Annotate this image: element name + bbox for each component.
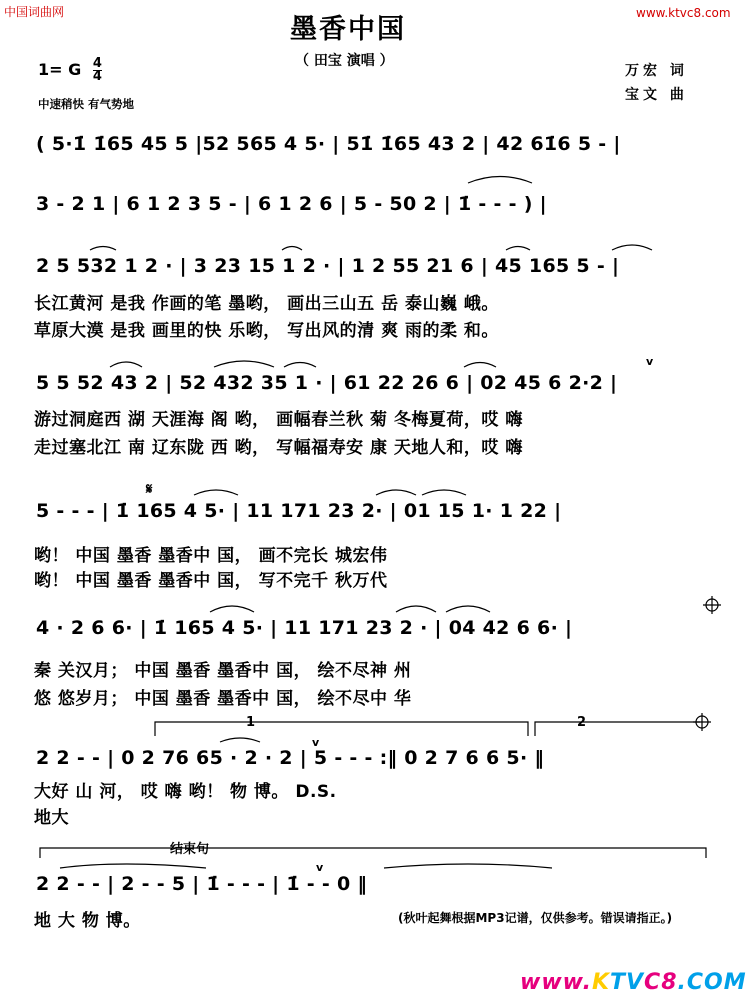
slur-mark bbox=[422, 490, 466, 495]
score-row-intro-2: 3 - 2 1 | 6 1 2 3 5 - | 6 1 2 6 | 5 - 50 2 | 1̇ - - - ) | bbox=[36, 193, 547, 215]
score-row-chorus-1: 5 - - - | 1̇ 165 4 5· | 11 171 23 2· | 01 15 1· 1 22 | bbox=[36, 500, 562, 522]
slur-mark bbox=[194, 490, 238, 495]
site-url-right: www.ktvc8.com bbox=[636, 6, 731, 20]
watermark-part-5: .COM bbox=[677, 970, 747, 995]
key-label: 1= G bbox=[38, 60, 82, 79]
slur-mark bbox=[612, 245, 652, 250]
slur-mark bbox=[446, 606, 490, 612]
ending-label: 结束句 bbox=[170, 842, 210, 857]
lyric-verse2-line2: 走过塞北江 南 辽东陇 西 哟， 写幅福寿安 康 天地人和，哎 嗨 bbox=[34, 438, 523, 458]
volta-1-bracket bbox=[155, 722, 528, 736]
slur-mark bbox=[464, 363, 496, 368]
lyric-verse2-line4: 悠 悠岁月； 中国 墨香 墨香中 国， 绘不尽中 华 bbox=[34, 689, 412, 709]
lyric-line-endings-1: 大好 山 河， 哎 嗨 哟！ 物 博。 D.S. bbox=[34, 782, 337, 802]
time-bottom: 4 bbox=[92, 69, 102, 84]
slur-mark bbox=[210, 606, 254, 612]
slur-mark bbox=[506, 247, 530, 251]
slur-mark bbox=[90, 247, 116, 251]
slur-mark bbox=[396, 606, 436, 612]
lyric-verse1-line3: 哟！ 中国 墨香 墨香中 国， 画不完长 城宏伟 bbox=[34, 546, 388, 566]
volta-2-bracket bbox=[535, 722, 700, 736]
slur-mark bbox=[110, 362, 142, 367]
performer: （ 田宝 演唱 ） bbox=[295, 53, 394, 69]
lyric-verse1-line1: 长江黄河 是我 作画的笔 墨哟， 画出三山五 岳 泰山巍 峨。 bbox=[34, 294, 499, 314]
tie-mark bbox=[468, 177, 532, 184]
slur-mark bbox=[376, 490, 416, 495]
watermark-part-3: TV bbox=[610, 970, 645, 995]
lyric-verse1-line2: 游过洞庭西 湖 天涯海 阁 哟， 画幅春兰秋 菊 冬梅夏荷，哎 嗨 bbox=[34, 410, 523, 430]
tie-mark bbox=[384, 864, 552, 868]
song-title: 墨香中国 bbox=[290, 14, 406, 45]
segno-sign-icon: 𝄋 bbox=[146, 480, 153, 498]
volta-1-label: 1 bbox=[246, 715, 256, 730]
lyric-verse1-line4: 秦 关汉月； 中国 墨香 墨香中 国， 绘不尽神 州 bbox=[34, 661, 412, 681]
site-name-left: 中国词曲网 bbox=[4, 5, 65, 19]
breath-mark-icon: v bbox=[312, 736, 320, 749]
composer: 宝文 曲 bbox=[625, 87, 688, 103]
watermark-part-2: K bbox=[591, 970, 610, 995]
tie-mark bbox=[60, 864, 206, 868]
lyricist: 万宏 词 bbox=[625, 63, 688, 79]
slur-mark bbox=[282, 247, 302, 251]
lyric-line-coda: 地 大 物 博。 bbox=[34, 911, 141, 931]
breath-mark-icon: v bbox=[316, 861, 324, 874]
score-row-verse-2: 5 5 52 43 2 | 52 432 35 1 · | 61 22 26 6 | 02 45 6 2·2 | bbox=[36, 372, 618, 394]
coda-sign-icon bbox=[693, 713, 711, 731]
transcription-note: (秋叶起舞根据MP3记谱，仅供参考。错误请指正。) bbox=[398, 911, 673, 925]
slur-mark bbox=[220, 738, 260, 742]
slur-mark bbox=[214, 361, 274, 367]
lyric-verse2-line3: 哟！ 中国 墨香 墨香中 国， 写不完千 秋万代 bbox=[34, 571, 388, 591]
tempo-marking: 中速稍快 有气势地 bbox=[38, 97, 135, 111]
score-row-coda: 2 2 - - | 2 - - 5 | 1̇ - - - | 1̇ - - 0 ‖ bbox=[36, 873, 368, 895]
lyric-verse2-line1: 草原大漠 是我 画里的快 乐哟， 写出风的清 爽 雨的柔 和。 bbox=[34, 321, 499, 341]
ending-bracket bbox=[40, 848, 706, 858]
score-row-intro-1: ( 5·1̇ 1̇65 45 5 |52 565 4 5· | 51̇ 1̇65 43 2 | 42 61̇6 5 - | bbox=[36, 133, 621, 155]
lyric-line-endings-2: 地大 bbox=[34, 808, 69, 828]
breath-mark-icon: v bbox=[646, 355, 654, 368]
time-top: 4 bbox=[92, 56, 102, 71]
score-row-endings: 2 2 - - | 0 2 76 65 · 2 · 2 | 5 - - - :‖ 0 2 7 6 6 5· ‖ bbox=[36, 747, 545, 769]
watermark-part-4: C8 bbox=[644, 970, 678, 995]
score-row-chorus-2: 4 · 2 6 6· | 1̇ 165 4 5· | 11 171 23 2 · | 04 42 6 6· | bbox=[36, 617, 573, 639]
slur-mark bbox=[284, 363, 316, 368]
coda-sign-icon bbox=[703, 596, 721, 614]
score-row-verse-1: 2 5 532 1 2 · | 3 23 15 1 2 · | 1 2 55 21 6 | 45 165 5 - | bbox=[36, 255, 620, 277]
watermark-part-1: www. bbox=[520, 970, 592, 995]
volta-2-label: 2 bbox=[577, 715, 587, 730]
